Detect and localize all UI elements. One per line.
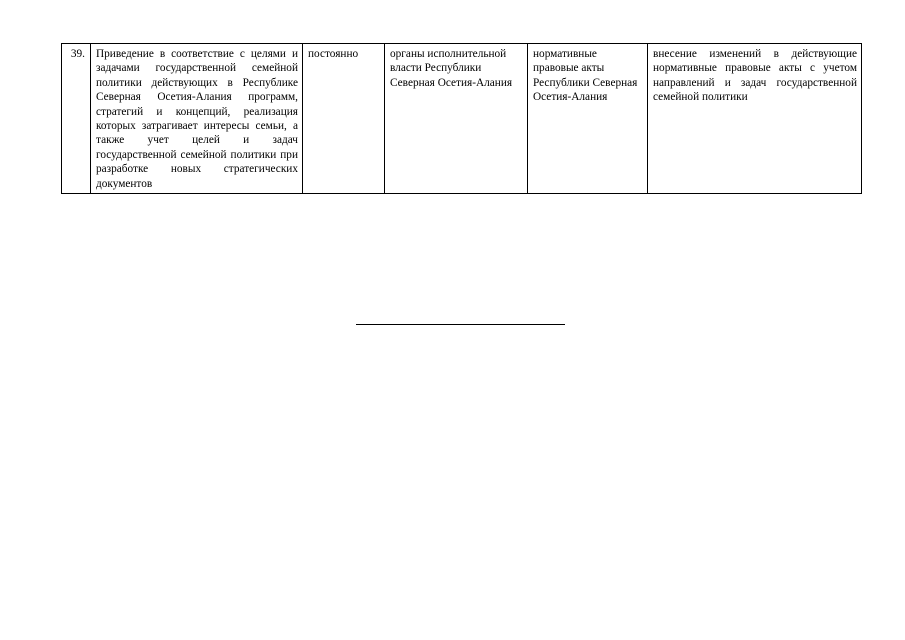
row-number: 39. <box>62 44 91 194</box>
term-cell: постоянно <box>303 44 385 194</box>
result-cell: нормативные правовые акты Республики Северная Осетия-Алания <box>528 44 648 194</box>
executor-cell: органы исполнительной власти Республики Северная Осетия-Алания <box>385 44 528 194</box>
end-separator-line <box>356 324 565 325</box>
table-row <box>62 44 862 194</box>
measures-table <box>61 43 862 194</box>
action-cell: Приведение в соответствие с целями и задачами государственной семейной политики действующих в Республике Северная Осетия-Алания программ, стратегий и концепций, реализация которых затрагивает интересы семьи, а также учет целей и задач государственной семейной политики при разработке новых стратегических документов <box>91 44 303 194</box>
indicator-cell: внесение изменений в действующие нормативные правовые акты с учетом направлений и задач государственной семейной политики <box>648 44 862 194</box>
